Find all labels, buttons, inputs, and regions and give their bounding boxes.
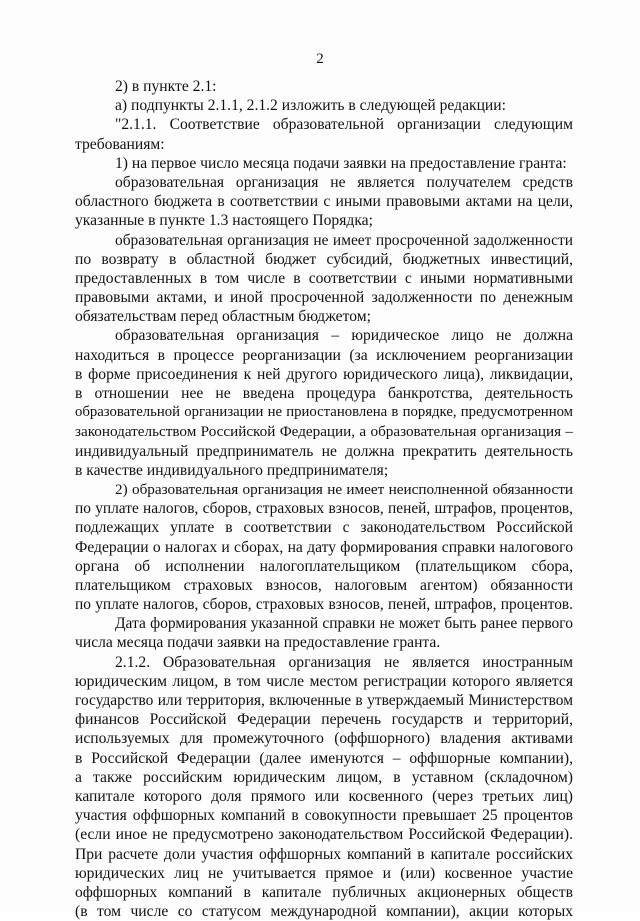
document-body: [75, 77, 573, 921]
text-line: в отношении нее не введена процедура банкротства, деятельность: [75, 385, 573, 402]
text-line: финансов Российской Федерации перечень государств и территорий,: [75, 711, 573, 729]
text-line: капитале которого доля прямого или косвенного (через третьих лиц): [75, 787, 573, 805]
text-line: по уплате налогов, сборов, страховых взносов, пеней, штрафов, процентов.: [75, 596, 573, 614]
text-line: индивидуальный предприниматель не должна прекратить деятельность: [75, 442, 573, 460]
text-line: "2.1.1. Соответствие образовательной организации следующим: [115, 116, 573, 134]
text-line: правовыми актами, и иной просроченной задолженности по денежным: [75, 289, 573, 307]
text-line: находиться в процессе реорганизации (за исключением реорганизации: [75, 346, 573, 364]
text-line: государство или территория, включенные в утверждаемый Министерством: [75, 692, 573, 709]
text-line: в Российской Федерации (далее именуются – оффшорные компании),: [75, 749, 573, 767]
text-line: числа месяца подачи заявки на предоставление гранта.: [75, 634, 441, 652]
text-line: законодательством Российской Федерации, а образовательная организация –: [75, 423, 573, 441]
text-line: областного бюджета в соответствии с иными правовыми актами на цели,: [75, 193, 573, 211]
text-line: юридическим лицом, в том числе местом регистрации которого является: [75, 672, 573, 690]
text-line: участия оффшорных компаний в совокупности превышает 25 процентов: [75, 807, 573, 825]
text-line: обязательствам перед областным бюджетом;: [75, 308, 371, 326]
text-line: предоставленных в том числе в соответствии с иными нормативными: [75, 269, 573, 287]
text-line: плательщиком страховых взносов, налоговым агентом) обязанности: [75, 576, 573, 594]
text-line: подлежащих уплате в соответствии с законодательством Российской: [75, 519, 573, 537]
text-line: образовательная организация – юридическое лицо не должна: [115, 327, 573, 345]
page-number: 2: [316, 51, 324, 67]
text-line: используемых для промежуточного (оффшорного) владения активами: [75, 730, 573, 748]
text-line: по уплате налогов, сборов, страховых взносов, пеней, штрафов, процентов,: [75, 500, 573, 518]
text-line: органа об исполнении налогоплательщиком (плательщиком сбора,: [75, 557, 573, 575]
text-line: образовательная организация не является получателем средств: [115, 173, 573, 191]
text-line: юридических лиц не учитывается прямое и (или) косвенное участие: [75, 864, 573, 882]
text-line: 2) образовательная организация не имеет неисполненной обязанности: [115, 480, 573, 498]
text-line: 1) на первое число месяца подачи заявки на предоставление гранта:: [115, 154, 567, 172]
text-line: а) подпункты 2.1.1, 2.1.2 изложить в следующей редакции:: [115, 97, 506, 115]
text-line: (если иное не предусмотрено законодательством Российской Федерации).: [75, 826, 573, 844]
text-line: (в том числе со статусом международной компании), акции которых: [75, 903, 573, 921]
text-line: 2) в пункте 2.1:: [115, 78, 217, 95]
text-line: Федерации о налогах и сборах, на дату формирования справки налогового: [75, 538, 573, 556]
text-line: в форме присоединения к ней другого юридического лица), ликвидации,: [75, 365, 573, 383]
text-line: образовательной организации не приостановлена в порядке, предусмотренном: [75, 404, 573, 421]
text-line: При расчете доли участия оффшорных компаний в капитале российских: [75, 845, 573, 863]
text-line: требованиям:: [75, 135, 165, 153]
text-line: 2.1.2. Образовательная организация не является иностранным: [115, 653, 573, 671]
text-line: Дата формирования указанной справки не может быть ранее первого: [115, 615, 573, 633]
text-line: а также российским юридическим лицом, в уставном (складочном): [75, 768, 573, 786]
text-line: в качестве индивидуального предпринимателя;: [75, 461, 389, 479]
text-line: указанные в пункте 1.3 настоящего Порядка;: [75, 212, 373, 230]
text-line: образовательная организация не имеет просроченной задолженности: [115, 231, 573, 249]
text-line: по возврату в областной бюджет субсидий, бюджетных инвестиций,: [75, 250, 573, 268]
text-line: оффшорных компаний в капитале публичных акционерных обществ: [75, 883, 573, 901]
